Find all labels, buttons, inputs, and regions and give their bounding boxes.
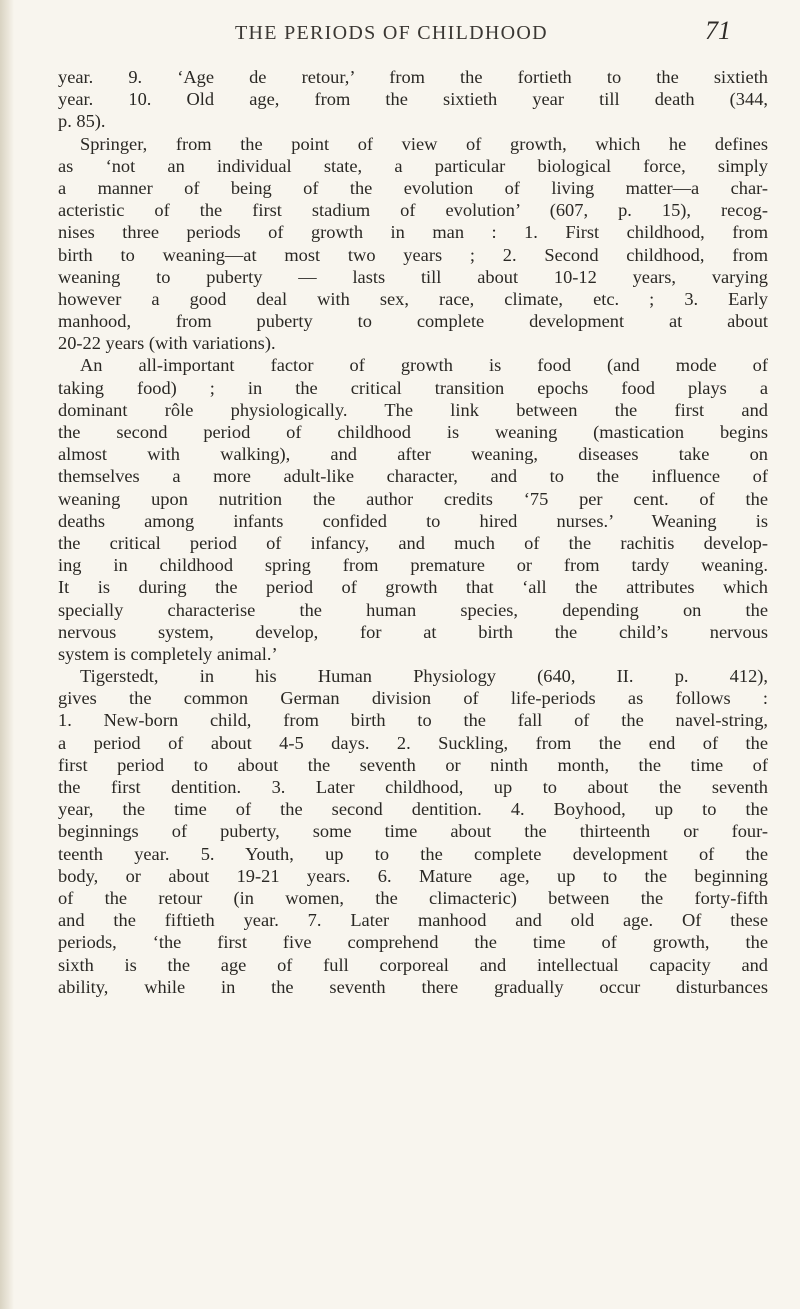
page-number: 71 [705, 16, 731, 45]
running-head [0, 14, 800, 54]
text-line: a manner of being of the evolution of living matter—a char- [58, 177, 768, 198]
text-line: body, or about 19-21 years. 6. Mature age, up to the beginning [58, 865, 768, 886]
text-line: dominant rôle physiologically. The link between the first and [58, 399, 768, 420]
text-line: beginnings of puberty, some time about the thirteenth or four- [58, 821, 768, 842]
text-line: the first dentition. 3. Later childhood, up to about the seventh [58, 777, 768, 797]
text-line: gives the common German division of life-periods as follows : [58, 688, 768, 709]
text-line: deaths among infants confided to hired nurses.’ Weaning is [58, 510, 768, 531]
text-line: teenth year. 5. Youth, up to the complete development of the [58, 843, 768, 864]
text-line: acteristic of the first stadium of evolution’ (607, p. 15), recog- [58, 200, 768, 221]
text-line: first period to about the seventh or ninth month, the time of [58, 754, 768, 775]
body-text [58, 66, 768, 998]
text-line: specially characterise the human species, depending on the [58, 599, 768, 620]
text-line: of the retour (in women, the climacteric) between the forty-fifth [58, 887, 768, 908]
text-line: and the fiftieth year. 7. Later manhood and old age. Of these [58, 910, 768, 931]
text-line: sixth is the age of full corporeal and intellectual capacity and [58, 954, 768, 975]
text-line: system is completely animal.’ [58, 643, 278, 664]
text-line: weaning to puberty — lasts till about 10-12 years, varying [58, 266, 768, 287]
text-line: An all-important factor of growth is food (and mode of [80, 355, 768, 376]
text-line: nises three periods of growth in man : 1. First childhood, from [58, 222, 768, 243]
text-line: as ‘not an individual state, a particular biological force, simply [58, 155, 768, 176]
text-line: manhood, from puberty to complete development at about [58, 311, 768, 332]
text-line: year. 10. Old age, from the sixtieth year till death (344, [58, 89, 768, 110]
text-line: p. 85). [58, 111, 106, 132]
page-gutter [0, 0, 14, 1309]
text-line: Tigerstedt, in his Human Physiology (640, II. p. 412), [80, 666, 768, 687]
text-line: 1. New-born child, from birth to the fall of the navel-string, [58, 710, 768, 731]
text-line: however a good deal with sex, race, climate, etc. ; 3. Early [58, 288, 768, 309]
text-line: 20-22 years (with variations). [58, 333, 276, 354]
text-line: Springer, from the point of view of growth, which he defines [80, 133, 768, 154]
text-line: periods, ‘the first five comprehend the time of growth, the [58, 932, 768, 953]
text-line: year. 9. ‘Age de retour,’ from the fortieth to the sixtieth [58, 67, 768, 87]
text-line: themselves a more adult-like character, and to the influence of [58, 466, 768, 487]
text-line: taking food) ; in the critical transition epochs food plays a [58, 377, 768, 398]
text-line: nervous system, develop, for at birth the child’s nervous [58, 621, 768, 642]
text-line: almost with walking), and after weaning, diseases take on [58, 444, 768, 465]
text-line: year, the time of the second dentition. 4. Boyhood, up to the [58, 799, 768, 820]
text-line: ing in childhood spring from premature or from tardy weaning. [58, 555, 768, 576]
running-title: THE PERIODS OF CHILDHOOD [235, 22, 548, 44]
text-line: the second period of childhood is weaning (mastication begins [58, 422, 768, 442]
text-line: a period of about 4-5 days. 2. Suckling, from the end of the [58, 732, 768, 753]
text-line: It is during the period of growth that ‘all the attributes which [58, 577, 768, 598]
text-line: weaning upon nutrition the author credits ‘75 per cent. of the [58, 488, 768, 509]
text-line: ability, while in the seventh there gradually occur disturbances [58, 976, 768, 997]
text-line: the critical period of infancy, and much of the rachitis develop- [58, 532, 768, 553]
text-line: birth to weaning—at most two years ; 2. Second childhood, from [58, 244, 768, 265]
